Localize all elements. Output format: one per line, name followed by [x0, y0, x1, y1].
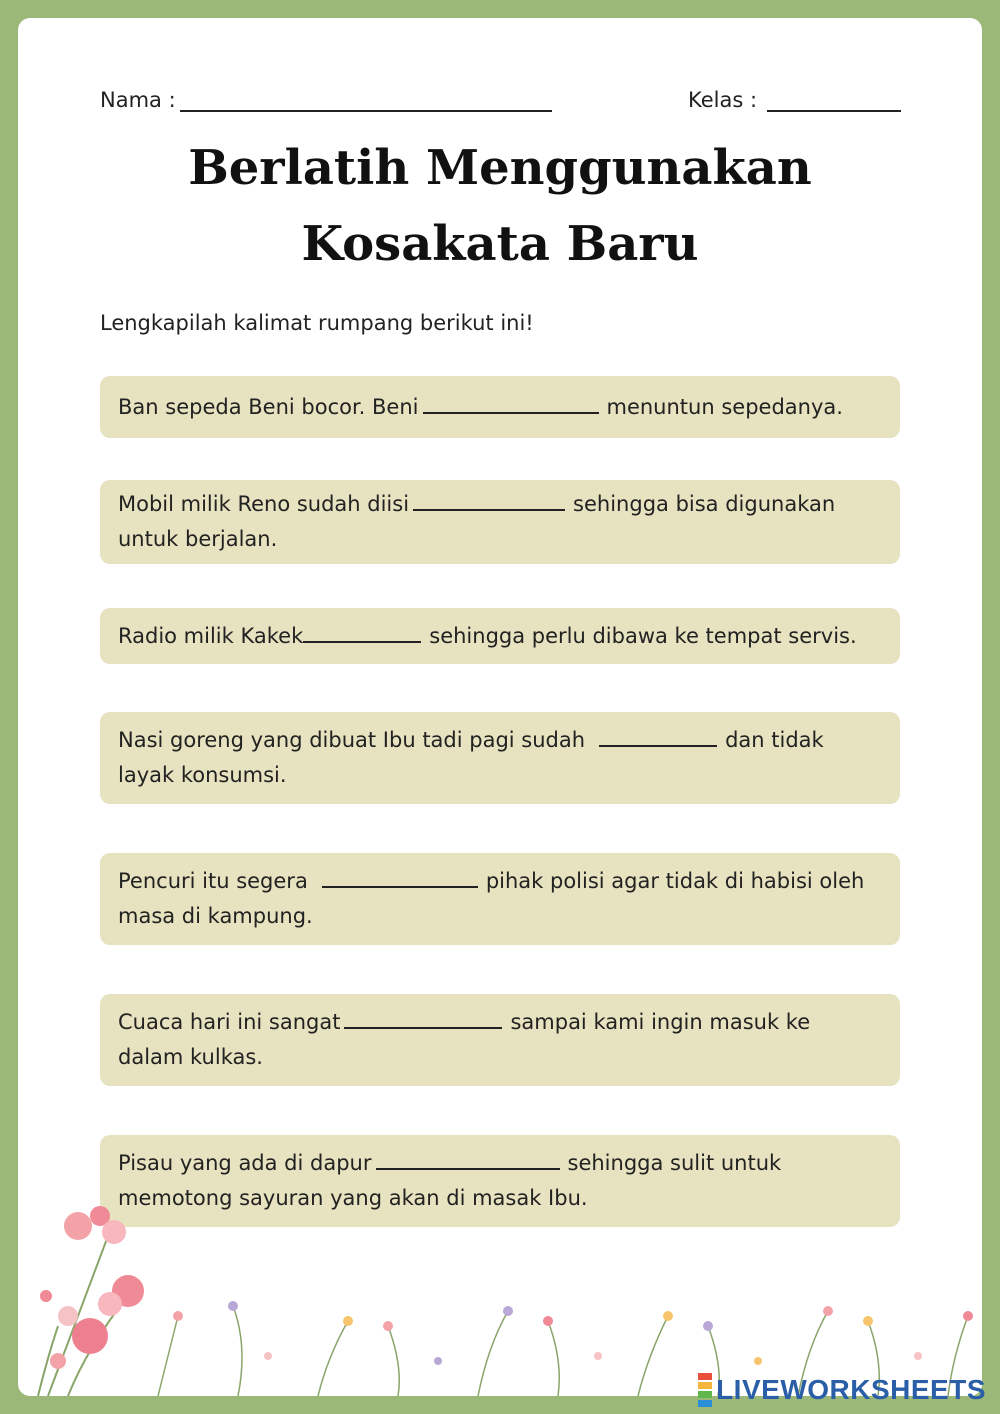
question-card-5	[100, 853, 900, 945]
question-card-2	[100, 480, 900, 564]
question-7-blank[interactable]	[376, 1146, 560, 1170]
question-1-text-after: menuntun sepedanya.	[606, 394, 843, 419]
question-3-text-before: Radio milik Kakek	[118, 623, 304, 648]
small-blossoms	[173, 1301, 973, 1365]
name-input-line[interactable]	[180, 90, 552, 112]
question-5-text-before: Pencuri itu segera	[118, 869, 308, 893]
watermark-text: LIVEWORKSHEETS	[716, 1374, 986, 1405]
liveworksheets-watermark	[698, 1372, 986, 1408]
question-card-6	[100, 994, 900, 1086]
question-3-text-after: sehingga perlu dibawa ke tempat servis.	[429, 623, 857, 648]
floral-decoration	[18, 1196, 982, 1396]
question-5-text-after: pihak polisi agar tidak di habisi oleh masa di kampung.	[118, 869, 865, 928]
instruction-text: Lengkapilah kalimat rumpang berikut ini!	[100, 311, 534, 335]
question-card-1	[100, 376, 900, 438]
question-2-text-before: Mobil milik Reno sudah diisi	[118, 492, 410, 516]
class-input-line[interactable]	[767, 90, 901, 112]
page-title	[18, 130, 982, 282]
question-5-blank[interactable]	[322, 864, 478, 888]
question-3-blank[interactable]	[303, 619, 421, 643]
flower-bouquet-left	[38, 1206, 144, 1396]
question-7-text-before: Pisau yang ada di dapur	[118, 1151, 372, 1175]
title-line-2: Kosakata Baru	[301, 216, 699, 272]
question-4-blank[interactable]	[599, 723, 717, 747]
class-label: Kelas :	[688, 88, 758, 112]
question-card-3	[100, 608, 900, 664]
class-field	[688, 88, 901, 112]
question-2-blank[interactable]	[413, 487, 565, 511]
question-6-text-after: sampai kami ingin masuk ke dalam kulkas.	[118, 1010, 811, 1069]
question-1-text-before: Ban sepeda Beni bocor. Beni	[118, 394, 419, 419]
question-4-text-after: dan tidak layak konsumsi.	[118, 728, 824, 787]
title-line-1: Berlatih Menggunakan	[188, 140, 812, 196]
question-6-blank[interactable]	[344, 1005, 502, 1029]
question-7-text-after: sehingga sulit untuk memotong sayuran yang akan di masak Ibu.	[118, 1151, 782, 1210]
name-field	[100, 88, 552, 112]
name-label: Nama :	[100, 88, 176, 112]
question-4-text-before: Nasi goreng yang dibuat Ibu tadi pagi sudah	[118, 728, 586, 752]
question-6-text-before: Cuaca hari ini sangat	[118, 1010, 341, 1034]
worksheet-page	[18, 18, 982, 1396]
liveworksheets-logo-icon	[698, 1372, 712, 1408]
question-card-4	[100, 712, 900, 804]
question-1-blank[interactable]	[423, 390, 599, 414]
question-2-text-after: sehingga bisa digunakan untuk berjalan.	[118, 492, 836, 551]
